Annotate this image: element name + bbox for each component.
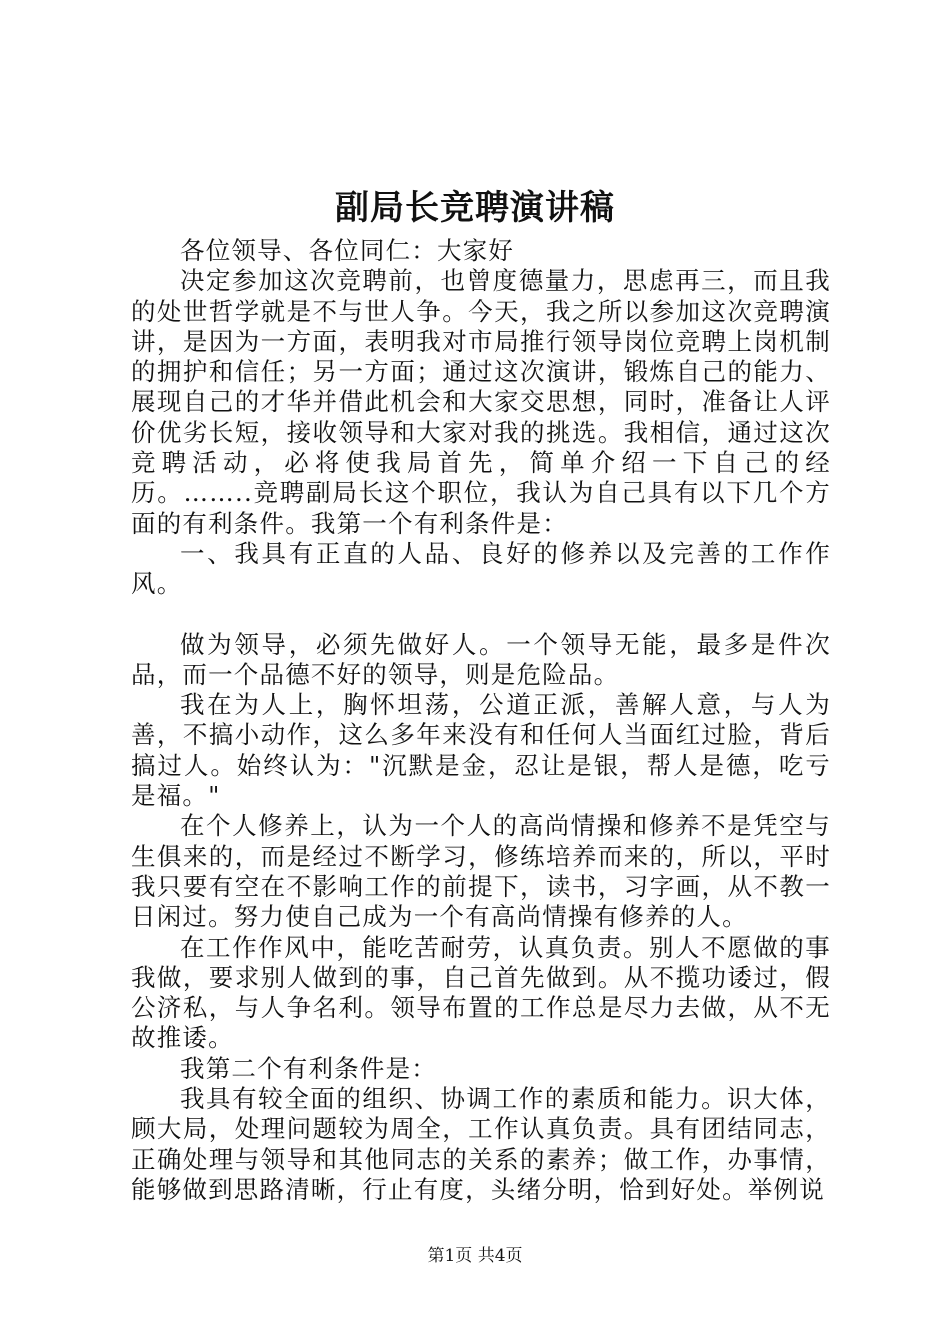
condition-one-heading: 一、我具有正直的人品、良好的修养以及完善的工作作风。 — [131, 538, 831, 599]
page-footer: 第1页 共4页 — [427, 1246, 523, 1266]
leadership-paragraph: 做为领导，必须先做好人。一个领导无能，最多是件次品，而一个品德不好的领导，则是危险品。 — [131, 629, 831, 689]
character-paragraph: 我在为人上，胸怀坦荡，公道正派，善解人意，与人为善，不搞小动作，这么多年来没有和任何人当面红过脸，背后搞过人。始终认为："沉默是金，忍让是银，帮人是德，吃亏是福。" — [131, 690, 831, 811]
condition-two-heading: 我第二个有利条件是： — [180, 1053, 437, 1083]
greeting-paragraph: 各位领导、各位同仁：大家好 — [180, 236, 515, 265]
work-style-paragraph: 在工作作风中，能吃苦耐劳，认真负责。别人不愿做的事我做，要求别人做到的事，自己首先做到。从不揽功诿过，假公济私，与人争名利。领导布置的工作总是尽力去做，从不无故推诿。 — [131, 932, 831, 1053]
ability-paragraph: 我具有较全面的组织、协调工作的素质和能力。识大体，顾大局，处理问题较为周全，工作认真负责。具有团结同志，正确处理与领导和其他同志的关系的素养；做工作，办事情，能够做到思路清晰，行止有度，头绪分明，恰到好处。举例说 — [131, 1084, 831, 1204]
document-title: 副局长竞聘演讲稿 — [335, 188, 615, 228]
cultivation-paragraph: 在个人修养上，认为一个人的高尚情操和修养不是凭空与生俱来的，而是经过不断学习，修练培养而来的，所以，平时我只要有空在不影响工作的前提下，读书，习字画，从不教一日闲过。努力使自己成为一个有高尚情操有修养的人。 — [131, 811, 831, 932]
intro-paragraph: 决定参加这次竞聘前，也曾度德量力，思虑再三，而且我的处世哲学就是不与世人争。今天，我之所以参加这次竞聘演讲，是因为一方面，表明我对市局推行领导岗位竞聘上岗机制的拥护和信任；另一方面；通过这次演讲，锻炼自己的能力、展现自己的才华并借此机会和大家交思想，同时，准备让人评价优劣长短，接收领导和大家对我的挑选。我相信，通过这次竞聘活动，必将使我局首先，简单介绍一下自己的经历。……..竞聘副局长这个职位，我认为自己具有以下几个方面的有利条件。我第一个有利条件是： — [131, 266, 831, 538]
document-body — [131, 236, 831, 1205]
